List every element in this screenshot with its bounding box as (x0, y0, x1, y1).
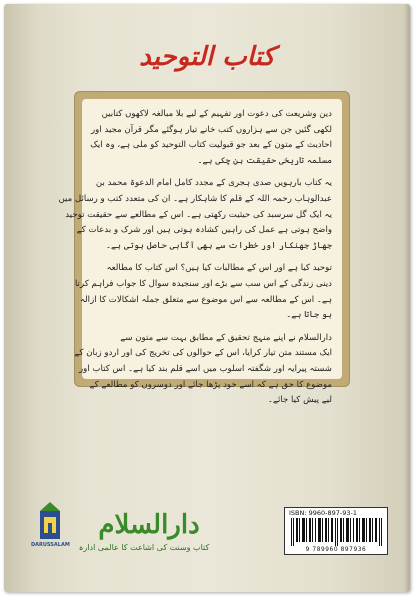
publisher-tagline: کتاب وسنت کی اشاعت کا عالمی ادارہ (78, 543, 210, 552)
logo-caption: DARUSSALAM (31, 542, 70, 548)
barcode-icon (291, 518, 383, 546)
paragraph-4 (74, 331, 332, 409)
text-line: مسلمہ تاریخی حقیقت بن چکی ہے۔ (197, 155, 332, 166)
text-line: ہو جاتا ہے۔ (286, 310, 332, 321)
barcode-number: 9 789960 897936 (305, 547, 367, 553)
text-line: توحید کیا ہے اور اس کے مطالبات کیا ہیں؟ اس کتاب کا مطالعہ (106, 263, 332, 274)
barcode-label (284, 507, 388, 555)
text-line: احادیث کے متون کے بعد جو قبولیت کتاب التوحید کو ملی ہے، وہ ایک (90, 140, 332, 151)
text-line: ایک مستند متن تیار کرایا، اس کے حوالوں کی تخریج کی اور اردو زبان کے (74, 348, 332, 359)
text-line: موضوع کا حق ہے کہ اسے خود پڑھا جائے اور دوسروں کو مطالعے کے (89, 379, 332, 390)
publisher-name: دارالسلام (98, 510, 200, 540)
text-line: ہے۔ اس کے مطالعہ سے اس موضوع سے متعلق جملہ اشکالات کا ازالہ (80, 294, 332, 305)
text-line: یہ کتاب بارہویں صدی ہجری کے مجدد کامل امام الدعوۃ محمد بن (95, 178, 332, 189)
description-panel (58, 99, 342, 406)
text-line: یہ ایک گل سرسبد کی حیثیت رکھتی ہے۔ اس کے مطالعے سے حقیقت توحید (65, 209, 332, 220)
text-line: جھاڑ جھنکار اور خطرات سے بھی آگاہی حاصل ہوتی ہے۔ (105, 240, 332, 251)
publisher-block (59, 510, 219, 556)
text-line: دارالسلام نے اپنے منہج تحقیق کے مطابق بہت سے متون سے (120, 332, 332, 343)
text-line: شستہ پیرایہ اور شگفتہ اسلوب میں اسے قلم بند کیا ہے۔ اس کتاب اور (78, 363, 332, 374)
text-line: دین وشریعت کی دعوت اور تفہیم کے لیے بلا مبالغہ لاکھوں کتابیں (101, 109, 332, 119)
text-line: لکھی گئیں جن سے ہزاروں کتب خانے تیار ہوگئے مگر قرآن مجید اور (91, 124, 332, 135)
text-line: لیے پیش کیا جائے۔ (267, 395, 332, 406)
description-frame (58, 91, 350, 406)
darussalam-logo-icon (39, 501, 61, 541)
text-line: واضح ہوتی ہے عمل کی راہیں کشادہ ہوتی ہیں اور شرک و بدعات کے (76, 225, 332, 236)
paragraph-1 (92, 107, 332, 169)
book-back-cover (4, 4, 410, 592)
book-title: کتاب التوحید (139, 42, 275, 72)
text-line: دینی زندگی کے اس سب سے بڑے اور سنجیدہ سوال کا جواب فراہم کرتا (74, 278, 332, 289)
isbn-text: ISBN: 9960-897-93-1 (289, 509, 358, 517)
paragraph-2 (58, 176, 332, 254)
text-line: عبدالوہاب رحمہ اللہ کے قلم کا شاہکار ہے۔ ان کی متعدد کتب و رسائل میں (58, 193, 332, 204)
paragraph-3 (74, 261, 332, 323)
